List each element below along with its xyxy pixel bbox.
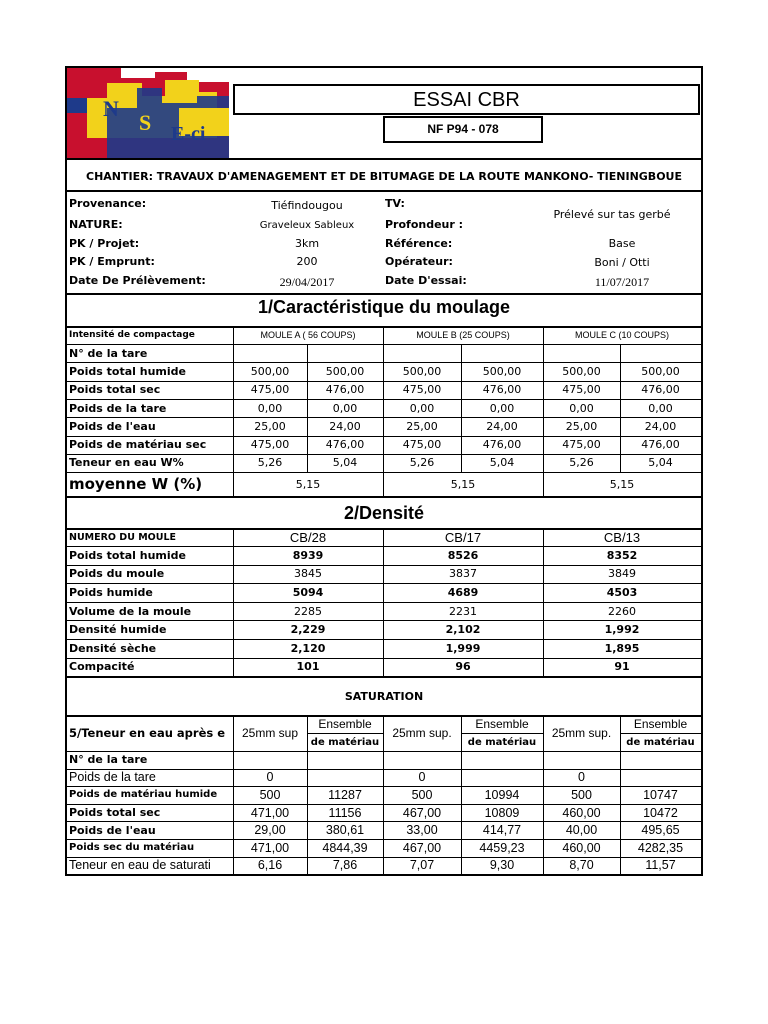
table-cell: 0,00	[257, 401, 283, 415]
provenance-label: Provenance:	[69, 197, 147, 210]
cbr-test-sheet	[65, 66, 703, 876]
saturation-cell: 40,00	[565, 823, 598, 838]
saturation-cell: 471,00	[250, 840, 290, 855]
saturation-cell: 380,61	[325, 823, 365, 838]
row-label-teneur-en-eau-w: Teneur en eau W%	[69, 456, 184, 470]
saturation-cell	[383, 751, 461, 769]
density-cell: 3837	[449, 567, 477, 581]
pk-projet-value: 3km	[294, 237, 320, 250]
date-essai-label: Date D'essai:	[385, 274, 467, 287]
moyenne-value: 5,15	[609, 477, 635, 491]
chantier-title: CHANTIER: TRAVAUX D'AMENAGEMENT ET DE BITUMAGE DE LA ROUTE MANKONO- TIENINGBOUE	[86, 170, 682, 183]
numero-moule-label: NUMERO DU MOULE	[69, 531, 177, 543]
density-cell: 96	[455, 660, 471, 674]
table-cell: 475,00	[562, 438, 601, 452]
logo-letter-n: N	[103, 96, 119, 121]
table-cell: 500,00	[250, 364, 290, 378]
section1-title: 1/Caractéristique du moulage	[257, 297, 511, 317]
section2-title: 2/Densité	[343, 503, 425, 523]
density-cell: 1,999	[445, 641, 481, 655]
operateur-value: Boni / Otti	[594, 256, 650, 269]
density-cell: 3849	[608, 567, 636, 581]
row-label-poids-total-humide: Poids total humide	[69, 364, 186, 378]
saturation-cell: 4282,35	[637, 840, 684, 855]
tv-label: TV:	[385, 197, 405, 210]
logo-letter-s: S	[139, 110, 152, 135]
density-row-label: Poids du moule	[69, 567, 165, 581]
table-cell	[307, 344, 383, 362]
moule-number: CB/17	[444, 529, 482, 545]
saturation-cell: 460,00	[562, 840, 601, 855]
de-materiau-header: de matériau	[467, 736, 537, 748]
moule-header: MOULE A ( 56 COUPS)	[260, 330, 356, 340]
saturation-cell: 414,77	[482, 823, 522, 838]
saturation-cell: 4459,23	[479, 840, 525, 855]
saturation-cell	[620, 769, 701, 787]
page-title: ESSAI CBR	[413, 89, 520, 111]
saturation-cell	[620, 751, 701, 769]
saturation-row-label: Teneur en eau de saturati	[69, 858, 211, 873]
saturation-row-label: Poids de l'eau	[69, 823, 156, 837]
teneur-apres-label: 5/Teneur en eau après e	[69, 726, 226, 740]
saturation-cell: 29,00	[254, 823, 286, 838]
table-cell: 25,00	[254, 419, 286, 433]
nature-label: NATURE:	[69, 218, 123, 231]
ensemble-header: Ensemble	[318, 717, 372, 731]
moule-number: CB/13	[603, 529, 641, 545]
density-cell: 8352	[606, 548, 638, 562]
density-row-label: Volume de la moule	[69, 604, 192, 618]
density-cell: 8939	[292, 548, 324, 562]
table-cell: 500,00	[402, 364, 442, 378]
moule-number: CB/28	[289, 529, 327, 545]
provenance-value: Tiéfindougou	[271, 199, 343, 212]
table-cell: 475,00	[250, 438, 290, 452]
density-cell: 101	[296, 660, 320, 674]
saturation-cell	[307, 751, 383, 769]
density-row-label: Poids total humide	[69, 548, 186, 562]
saturation-cell: 10994	[484, 787, 520, 802]
saturation-cell: 8,70	[569, 858, 594, 873]
saturation-cell: 11287	[328, 787, 362, 802]
table-cell: 476,00	[482, 438, 522, 452]
saturation-row-label: Poids total sec	[69, 806, 161, 820]
table-cell: 500,00	[562, 364, 601, 378]
nature-value: Graveleux Sableux	[259, 220, 355, 231]
saturation-cell: 4844,39	[322, 840, 368, 855]
table-cell: 476,00	[325, 383, 365, 397]
density-cell: 5094	[292, 585, 324, 599]
pk-emprunt-value: 200	[296, 255, 318, 268]
saturation-title: SATURATION	[344, 690, 424, 703]
density-row-label: Poids humide	[69, 585, 153, 599]
density-row-label: Densité humide	[69, 623, 167, 637]
ensemble-header: Ensemble	[475, 717, 529, 731]
density-cell: 2,102	[445, 623, 481, 637]
saturation-row-label: Poids sec du matériau	[69, 842, 195, 854]
saturation-cell: 11156	[328, 805, 362, 820]
table-cell: 0,00	[648, 401, 673, 415]
saturation-cell: 0	[266, 770, 274, 785]
operateur-label: Opérateur:	[385, 255, 453, 268]
density-cell: 91	[614, 660, 630, 674]
logo-letter-e: E-ci	[171, 123, 206, 145]
table-cell: 0,00	[569, 401, 594, 415]
sup-25mm-header: 25mm sup.	[392, 726, 452, 740]
table-cell: 500,00	[482, 364, 522, 378]
saturation-row-label: N° de la tare	[69, 753, 148, 767]
row-label-poids-total-sec: Poids total sec	[69, 383, 161, 397]
density-cell: 4689	[447, 585, 479, 599]
table-cell: 500,00	[325, 364, 365, 378]
saturation-cell: 0	[418, 770, 426, 785]
table-cell: 476,00	[482, 383, 522, 397]
table-cell: 24,00	[329, 419, 361, 433]
date-essai-value: 11/07/2017	[594, 275, 650, 289]
saturation-cell: 460,00	[562, 805, 601, 820]
reference-label: Référence:	[385, 237, 453, 250]
density-cell: 3845	[294, 567, 322, 581]
row-label-poids-de-materiau-sec: Poids de matériau sec	[69, 438, 207, 452]
table-cell	[383, 344, 461, 362]
table-cell: 24,00	[486, 419, 518, 433]
row-label-poids-de-la-tare: Poids de la tare	[69, 401, 167, 415]
saturation-cell: 467,00	[402, 840, 442, 855]
density-cell: 2,120	[290, 641, 326, 655]
saturation-cell: 7,86	[332, 858, 358, 873]
pk-emprunt-label: PK / Emprunt:	[69, 255, 155, 268]
saturation-cell: 10747	[643, 787, 678, 802]
saturation-cell	[461, 769, 543, 787]
saturation-cell: 7,07	[409, 858, 435, 873]
saturation-cell: 500	[259, 787, 281, 802]
saturation-cell: 6,16	[257, 858, 283, 873]
density-cell: 2231	[449, 604, 477, 618]
table-cell: 500,00	[641, 364, 680, 378]
table-cell: 5,04	[332, 456, 358, 470]
moyenne-value: 5,15	[295, 477, 321, 491]
reference-value: Base	[608, 237, 636, 250]
row-label-poids-de-l-eau: Poids de l'eau	[69, 419, 156, 433]
table-cell: 25,00	[406, 419, 438, 433]
ensemble-header: Ensemble	[633, 717, 688, 731]
saturation-cell	[233, 751, 307, 769]
table-cell: 5,26	[409, 456, 435, 470]
density-cell: 4503	[606, 585, 638, 599]
table-cell: 24,00	[644, 419, 677, 433]
row-label-n-de-la-tare: N° de la tare	[69, 346, 148, 360]
saturation-cell: 495,65	[641, 823, 680, 838]
density-cell: 1,992	[604, 623, 640, 637]
moyenne-value: 5,15	[450, 477, 476, 491]
table-cell: 0,00	[409, 401, 435, 415]
saturation-cell: 9,30	[489, 858, 515, 873]
saturation-cell	[307, 769, 383, 787]
table-cell: 5,26	[257, 456, 283, 470]
table-cell: 475,00	[562, 383, 601, 397]
saturation-cell: 467,00	[402, 805, 442, 820]
density-row-label: Densité sèche	[69, 641, 157, 655]
saturation-cell: 10809	[484, 805, 520, 820]
profondeur-label: Profondeur :	[385, 218, 464, 231]
date-prelevement-label: Date De Prélèvement:	[69, 274, 206, 287]
saturation-cell	[543, 751, 620, 769]
de-materiau-header: de matériau	[310, 736, 380, 748]
density-cell: 2260	[608, 604, 636, 618]
saturation-cell: 500	[411, 787, 433, 802]
saturation-row-label: Poids de la tare	[69, 770, 156, 785]
density-cell: 2,229	[290, 623, 326, 637]
saturation-cell: 0	[578, 770, 585, 785]
table-cell: 0,00	[489, 401, 515, 415]
table-cell: 475,00	[402, 438, 442, 452]
table-cell: 5,26	[569, 456, 594, 470]
sup-25mm-header: 25mm sup	[241, 726, 299, 740]
table-cell	[233, 344, 307, 362]
table-cell	[620, 344, 701, 362]
saturation-cell: 11,57	[645, 858, 676, 873]
saturation-cell	[461, 751, 543, 769]
density-cell: 8526	[447, 548, 479, 562]
pk-projet-label: PK / Projet:	[69, 237, 140, 250]
table-cell: 476,00	[325, 438, 365, 452]
table-cell: 475,00	[402, 383, 442, 397]
intensite-label: Intensité de compactage	[69, 330, 195, 340]
sup-25mm-header: 25mm sup.	[551, 726, 612, 740]
saturation-cell: 500	[571, 787, 592, 802]
saturation-cell: 33,00	[406, 823, 438, 838]
table-cell: 25,00	[565, 419, 598, 433]
density-row-label: Compacité	[69, 660, 135, 674]
table-cell	[461, 344, 543, 362]
table-cell: 5,04	[489, 456, 515, 470]
table-cell: 476,00	[641, 383, 680, 397]
table-cell: 0,00	[332, 401, 358, 415]
de-materiau-header: de matériau	[626, 736, 695, 748]
date-prelevement-value: 29/04/2017	[279, 275, 335, 289]
table-cell	[543, 344, 620, 362]
preleve-note: Prélevé sur tas gerbé	[553, 208, 671, 221]
density-cell: 2285	[294, 604, 322, 618]
saturation-cell: 10472	[643, 805, 678, 820]
moyenne-label: moyenne W (%)	[69, 475, 203, 494]
company-logo	[67, 68, 229, 158]
table-cell: 475,00	[250, 383, 290, 397]
norm-reference: NF P94 - 078	[427, 122, 499, 136]
moule-header: MOULE B (25 COUPS)	[416, 330, 510, 340]
density-cell: 1,895	[604, 641, 640, 655]
table-cell: 476,00	[641, 438, 680, 452]
saturation-cell: 471,00	[250, 805, 290, 820]
table-cell: 5,04	[648, 456, 673, 470]
moule-header: MOULE C (10 COUPS)	[574, 330, 670, 340]
saturation-row-label: Poids de matériau humide	[69, 789, 218, 801]
